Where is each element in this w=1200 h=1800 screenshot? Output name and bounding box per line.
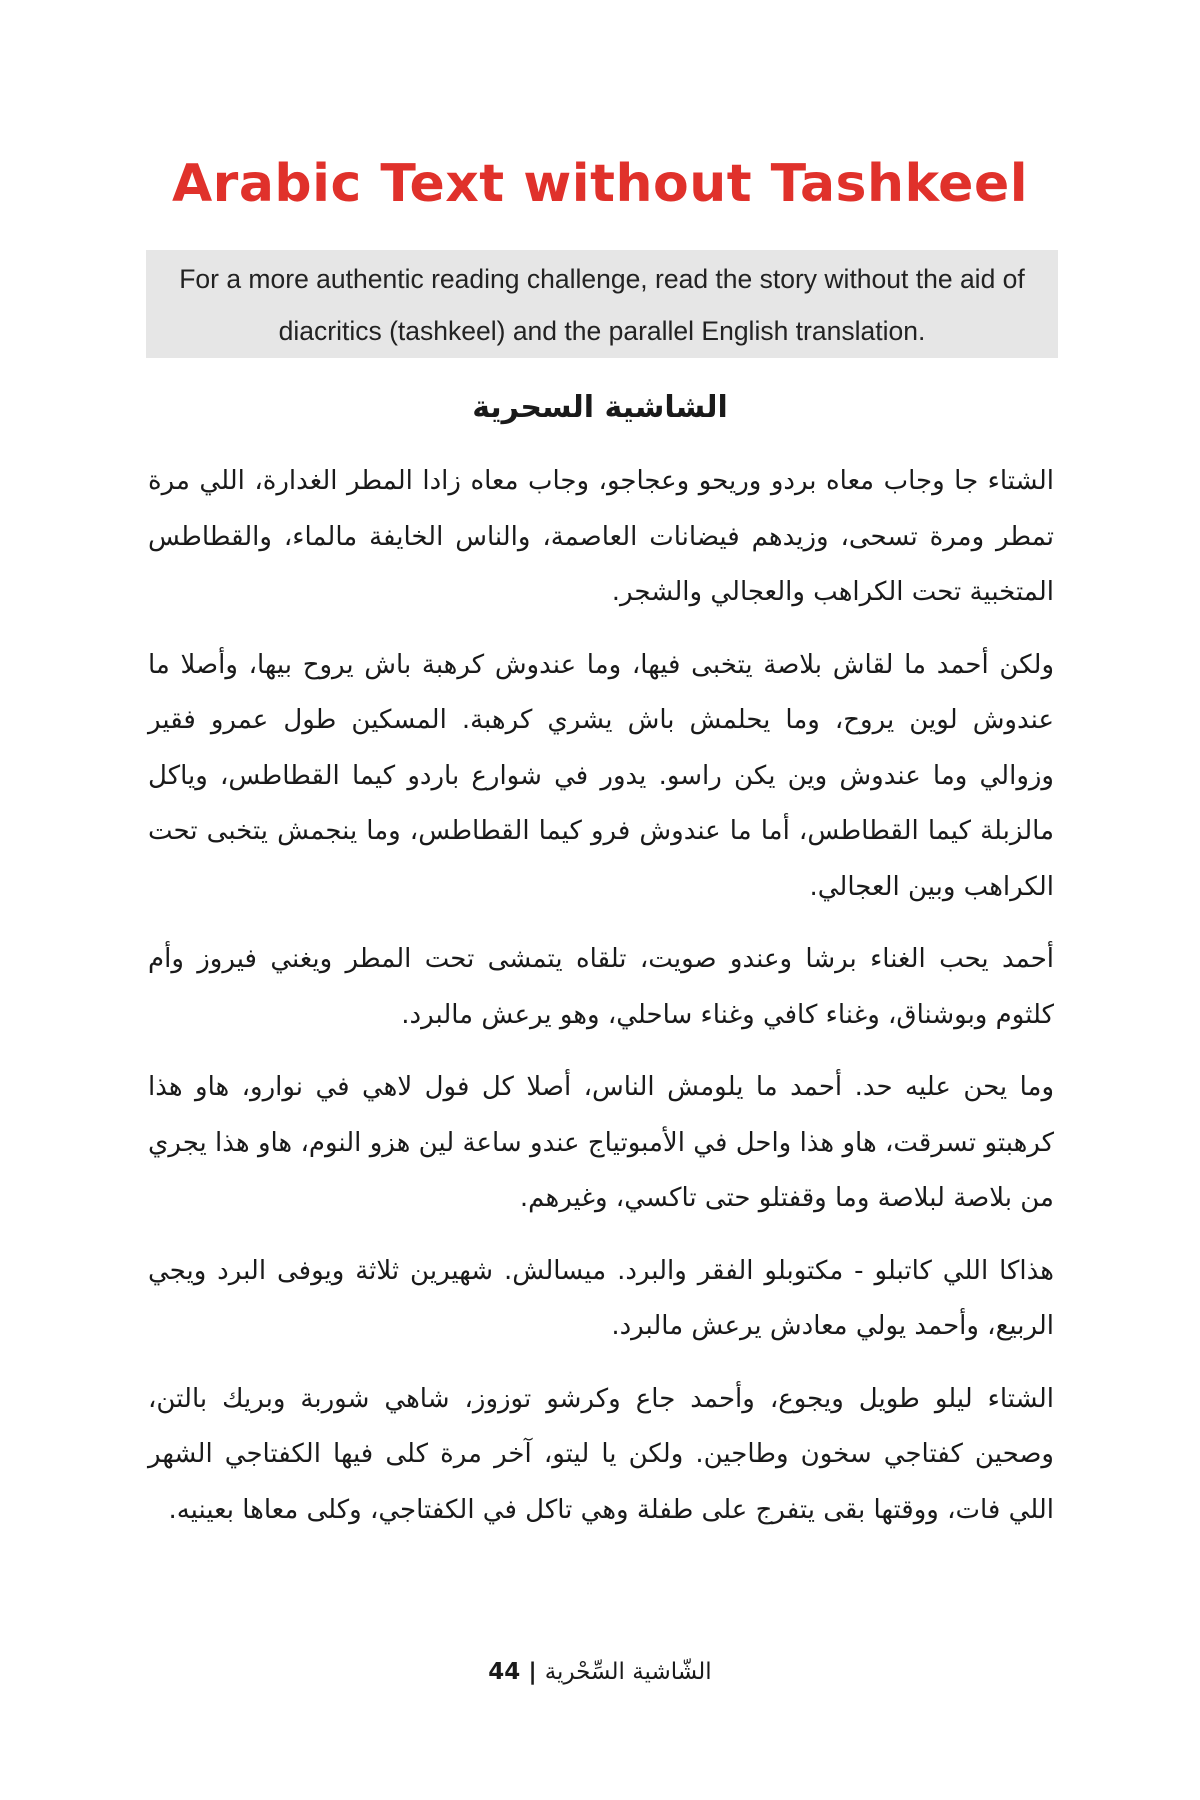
story-body xyxy=(148,454,1054,1555)
story-paragraph: هذاكا اللي كاتبلو - مكتوبلو الفقر والبرد. ميسالش. شهيرين ثلاثة ويوفى البرد ويجي الربيع، وأحمد يولي معادش يرعش مالبرد. xyxy=(148,1255,1054,1341)
intro-note: For a more authentic reading challenge, read the story without the aid of diacritics (tashkeel) and the parallel English translation. xyxy=(146,250,1058,358)
footer-book-title: الشّاشية السِّحْرية xyxy=(544,1659,712,1685)
page-number: 44 xyxy=(488,1659,521,1685)
story-paragraph: أحمد يحب الغناء برشا وعندو صويت، تلقاه يتمشى تحت المطر ويغني فيروز وأم كلثوم وبوشناق، وغناء كافي وغناء ساحلي، وهو يرعش مالبرد. xyxy=(148,944,1054,1030)
page-title: Arabic Text without Tashkeel xyxy=(171,154,1029,214)
page-footer xyxy=(0,1652,1200,1692)
story-paragraph: الشتاء ليلو طويل ويجوع، وأحمد جاع وكرشو توزوز، شاهي شوربة وبريك بالتن، وصحين كفتاجي سخون وطاجين. ولكن يا ليتو، آخر مرة كلى فيها الكفتاجي الشهر اللي فات، ووقتها بقى يتفرج على طفلة وهي تاكل في الكفتاجي، وكلى معاها بعينيه. xyxy=(148,1383,1054,1525)
story-paragraph: الشتاء جا وجاب معاه بردو وريحو وعجاجو، وجاب معاه زادا المطر الغدارة، اللي مرة تمطر ومرة تسحى، وزيدهم فيضانات العاصمة، والناس الخايفة مالماء، والقطاطس المتخبية تحت الكراهب والعجالي والشجر. xyxy=(148,466,1054,607)
story-title: الشاشية السحرية xyxy=(472,390,728,425)
footer-separator: | xyxy=(528,1659,537,1685)
story-paragraph: ولكن أحمد ما لقاش بلاصة يتخبى فيها، وما عندوش كرهبة باش يروح بيها، وأصلا ما عندوش لوين يروح، وما يحلمش باش يشري كرهبة. المسكين طول عمرو فقير وزوالي وما عندوش وين يكن راسو. يدور في شوارع باردو كيما القطاطس، وياكل مالزبلة كيما القطاطس، أما ما عندوش فرو كيما القطاطس، وما ينجمش يتخبى تحت الكراهب وبين العجالي. xyxy=(148,649,1054,902)
story-paragraph: وما يحن عليه حد. أحمد ما يلومش الناس، أصلا كل فول لاهي في نوارو، هاو هذا كرهبتو تسرقت، هاو هذا واحل في الأمبوتياج عندو ساعة لين هزو النوم، هاو هذا يجري من بلاصة لبلاصة وما وقفتلو حتى تاكسي، وغيرهم. xyxy=(148,1072,1054,1213)
